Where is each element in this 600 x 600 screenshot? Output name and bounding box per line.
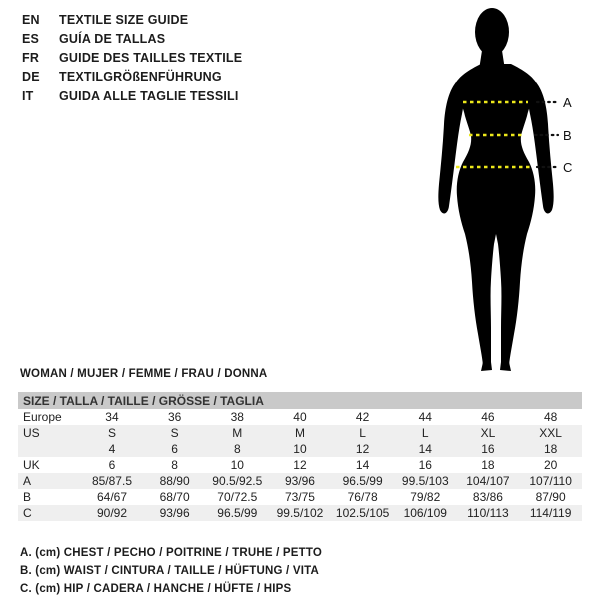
size-cell: L — [331, 425, 394, 441]
size-cell: M — [206, 425, 269, 441]
legend-row: C. (cm) HIP / CADERA / HANCHE / HÜFTE / HIPS — [20, 583, 292, 595]
size-cell: 70/72.5 — [217, 490, 258, 504]
size-cell: 76/78 — [347, 490, 378, 504]
size-cell: 90/92 — [81, 505, 144, 521]
size-cell: 36 — [167, 410, 182, 424]
size-cell: 4 — [81, 441, 144, 457]
row-label: UK — [23, 458, 40, 472]
row-label — [18, 441, 81, 457]
language-code: EN — [22, 12, 40, 27]
language-row — [22, 86, 242, 105]
size-table-body — [18, 392, 582, 521]
size-cell: 110/113 — [457, 505, 520, 521]
size-cell: 40 — [293, 410, 307, 424]
size-cell: 48 — [543, 410, 558, 424]
size-cell: 18 — [481, 458, 495, 472]
row-label: A — [18, 473, 81, 489]
size-cell: 16 — [457, 441, 520, 457]
size-cell: 93/96 — [269, 473, 332, 489]
size-cell: 79/82 — [410, 490, 441, 504]
size-cell: 88/90 — [143, 473, 206, 489]
size-cell: 34 — [105, 410, 119, 424]
measurement-legend — [20, 544, 322, 598]
size-cell: 12 — [293, 458, 307, 472]
size-cell: 96.5/99 — [206, 505, 269, 521]
size-cell: 90.5/92.5 — [206, 473, 269, 489]
size-cell: 6 — [143, 441, 206, 457]
size-cell: 12 — [331, 441, 394, 457]
language-code: IT — [22, 88, 34, 103]
size-cell: S — [143, 425, 206, 441]
table-row — [18, 457, 582, 473]
size-cell: 42 — [355, 410, 370, 424]
legend-row: A. (cm) CHEST / PECHO / POITRINE / TRUHE / PETTO — [20, 547, 323, 559]
size-cell: 107/110 — [519, 473, 582, 489]
hip-marker-label: C — [563, 160, 573, 175]
size-cell: 87/90 — [535, 490, 566, 504]
language-label: TEXTILE SIZE GUIDE — [59, 12, 189, 27]
size-cell: 20 — [543, 458, 558, 472]
table-header-label: SIZE / TALLA / TAILLE / GRÖSSE / TAGLIA — [18, 392, 582, 409]
size-cell: 99.5/102 — [269, 505, 332, 521]
table-row — [18, 409, 582, 425]
size-cell: 14 — [394, 441, 457, 457]
waist-marker-label: B — [563, 128, 572, 143]
table-header-row — [18, 392, 582, 409]
size-cell: 18 — [519, 441, 582, 457]
table-row — [18, 489, 582, 505]
language-code: ES — [22, 31, 40, 46]
size-cell: 114/119 — [519, 505, 582, 521]
size-cell: L — [394, 425, 457, 441]
language-code: DE — [22, 69, 40, 84]
language-row — [22, 67, 242, 86]
size-table — [18, 392, 582, 521]
language-code: FR — [22, 50, 40, 65]
size-cell: 10 — [230, 458, 244, 472]
size-cell: 8 — [206, 441, 269, 457]
row-label: B — [23, 490, 32, 504]
section-title: WOMAN / MUJER / FEMME / FRAU / DONNA — [20, 368, 268, 380]
size-cell: 106/109 — [394, 505, 457, 521]
language-label: GUÍA DE TALLAS — [59, 31, 166, 46]
language-list — [22, 10, 242, 105]
woman-silhouette — [425, 4, 595, 376]
chest-marker-label: A — [563, 95, 572, 110]
row-label: Europe — [23, 410, 62, 424]
size-cell: 93/96 — [143, 505, 206, 521]
size-cell: 85/87.5 — [81, 473, 144, 489]
size-cell: 10 — [269, 441, 332, 457]
language-label: GUIDA ALLE TAGLIE TESSILI — [59, 88, 239, 103]
table-row — [18, 441, 582, 457]
size-cell: 83/86 — [472, 490, 503, 504]
size-cell: 16 — [418, 458, 432, 472]
size-cell: 8 — [171, 458, 178, 472]
size-cell: 96.5/99 — [331, 473, 394, 489]
size-cell: 46 — [481, 410, 495, 424]
size-cell: XXL — [519, 425, 582, 441]
row-label: C — [18, 505, 81, 521]
table-row — [18, 505, 582, 521]
size-cell: 64/67 — [96, 490, 127, 504]
size-cell: 44 — [418, 410, 432, 424]
table-row — [18, 473, 582, 489]
size-cell: 38 — [230, 410, 244, 424]
language-label: GUIDE DES TAILLES TEXTILE — [59, 50, 243, 65]
row-label: US — [18, 425, 81, 441]
language-row — [22, 29, 242, 48]
table-row — [18, 425, 582, 441]
legend-row: B. (cm) WAIST / CINTURA / TAILLE / HÜFTUNG / VITA — [20, 565, 319, 577]
size-cell: 73/75 — [284, 490, 315, 504]
size-cell: 102.5/105 — [331, 505, 394, 521]
size-cell: XL — [457, 425, 520, 441]
size-cell: S — [81, 425, 144, 441]
language-row — [22, 48, 242, 67]
size-cell: 104/107 — [457, 473, 520, 489]
language-label: TEXTILGRÖßENFÜHRUNG — [59, 69, 222, 84]
figure-panel — [425, 4, 595, 376]
size-cell: M — [269, 425, 332, 441]
size-cell: 68/70 — [159, 490, 190, 504]
size-cell: 99.5/103 — [394, 473, 457, 489]
size-cell: 14 — [355, 458, 370, 472]
language-row — [22, 10, 242, 29]
size-cell: 6 — [108, 458, 116, 472]
